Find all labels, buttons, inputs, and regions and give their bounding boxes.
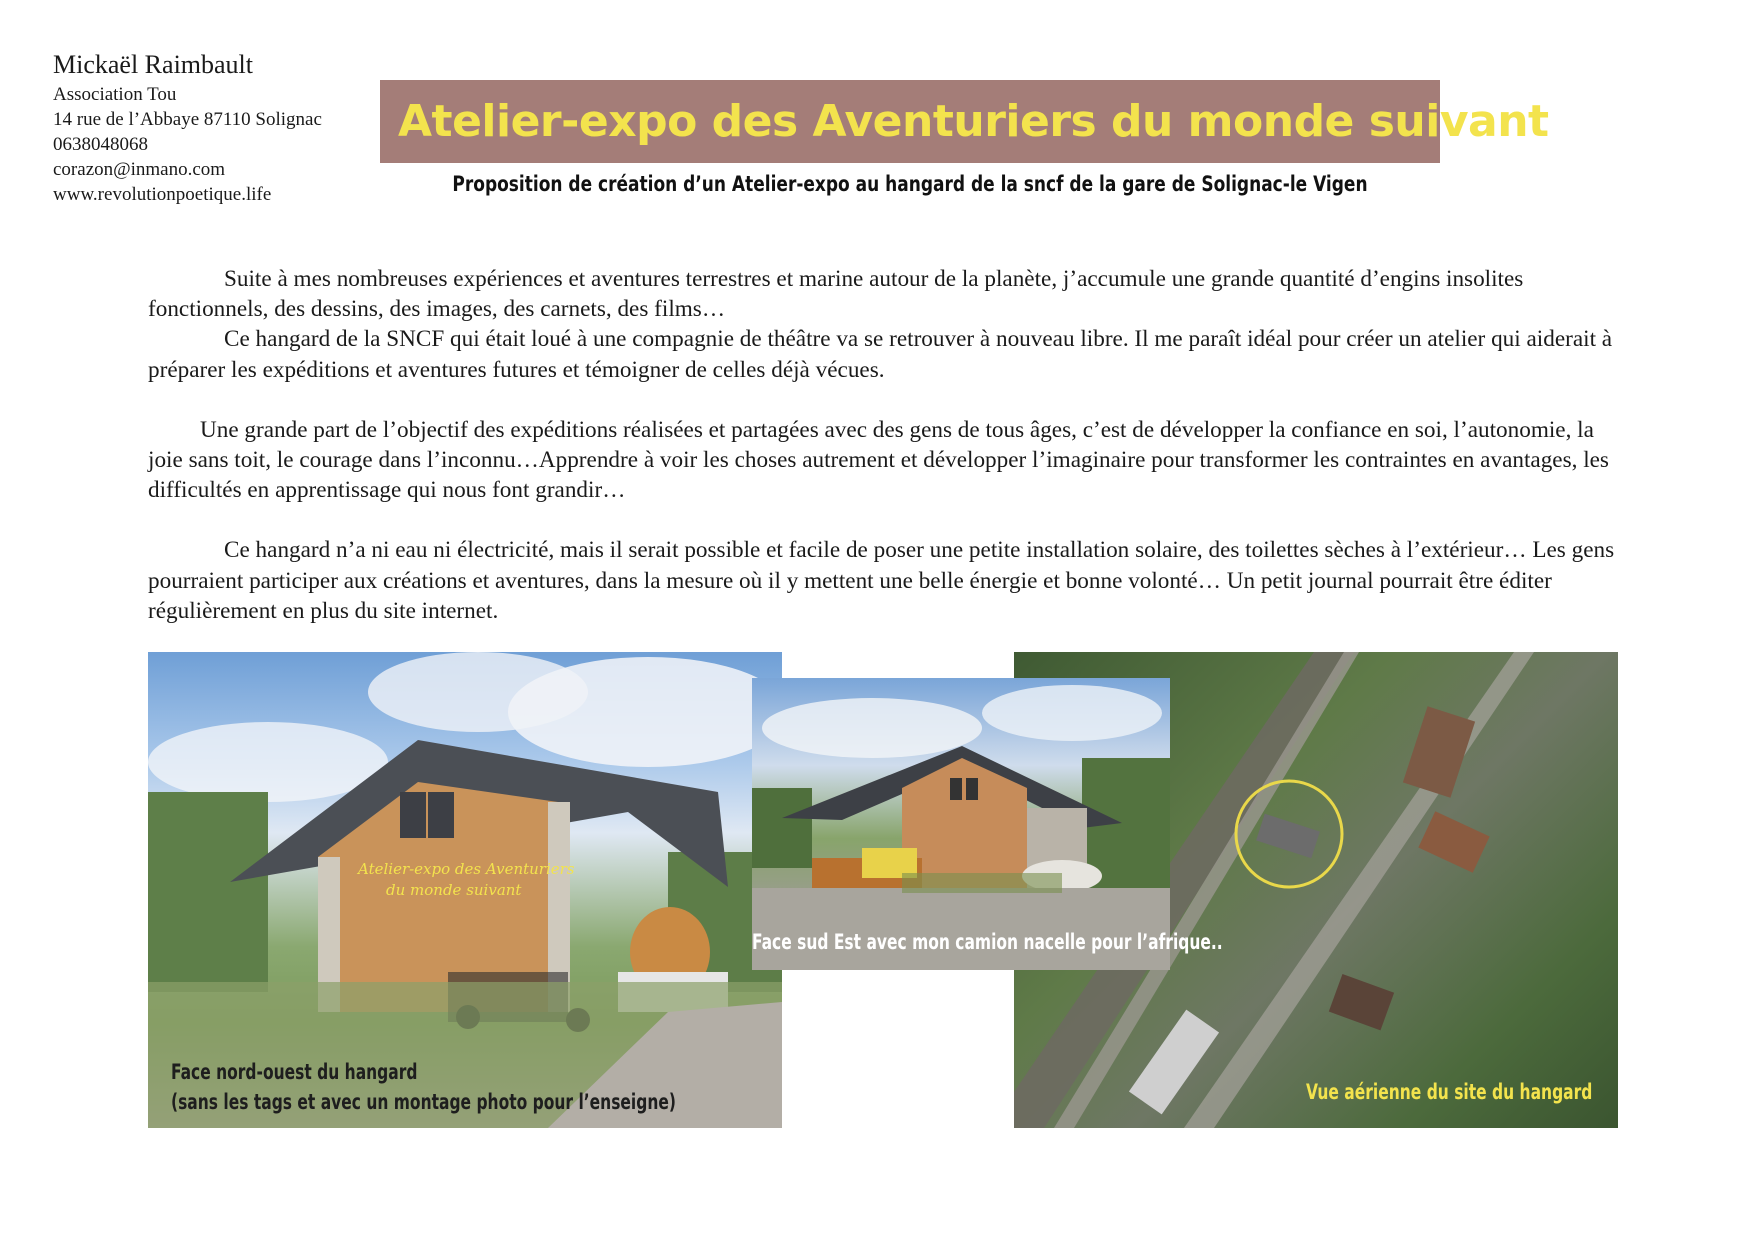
website-address: www.revolutionpoetique.life	[53, 184, 272, 205]
hangar-southeast-photo	[752, 678, 1223, 970]
photo2-caption: Face sud Est avec mon camion nacelle pour l’afrique..	[752, 930, 1223, 954]
paragraph-2: Ce hangard de la SNCF qui était loué à une compagnie de théâtre va se retrouver à nouveau libre. Il me paraît idéal pour créer un atelier qui aiderait à préparer les expéditions et aventures futures et témoigner de celles déjà vécues.	[148, 326, 1613, 383]
contact-block	[53, 50, 322, 207]
photo3-caption: Vue aérienne du site du hangard	[1306, 1080, 1593, 1104]
postal-address: 14 rue de l’Abbaye 87110 Solignac	[53, 109, 322, 130]
phone-number: 0638048068	[53, 134, 148, 155]
photo1-caption-line2: (sans les tags et avec un montage photo pour l’enseigne)	[171, 1090, 676, 1114]
page-subtitle: Proposition de création d’un Atelier-expo au hangard de la sncf de la gare de Solignac-le Vigen	[452, 172, 1368, 196]
paragraph-1: Suite à mes nombreuses expériences et aventures terrestres et marine autour de la planète, j’accumule une grande quantité d’engins insolites fonctionnels, des dessins, des images, des carnets, des films…	[148, 266, 1524, 323]
title-banner	[380, 80, 1549, 163]
photo1-caption	[171, 1057, 676, 1117]
hangar-northwest-photo	[148, 652, 782, 1128]
author-name: Mickaël Raimbault	[53, 50, 254, 79]
paragraph-3: Une grande part de l’objectif des expéditions réalisées et partagées avec des gens de tous âges, c’est de développer la confiance en soi, l’autonomie, la joie sans toit, le courage dans l’inconnu…Apprendre à voir les choses autrement et développer l’imaginaire pour transformer les contraintes en avantages, les difficultés en apprentissage qui nous font grandir…	[148, 416, 1609, 504]
photo1-caption-line1: Face nord-ouest du hangard	[171, 1060, 418, 1084]
hangar-sign-line1: Atelier-expo des Aventuriers	[358, 860, 575, 878]
page-title: Atelier-expo des Aventuriers du monde suivant	[398, 96, 1549, 147]
paragraph-4: Ce hangard n’a ni eau ni électricité, mais il serait possible et facile de poser une petite installation solaire, des toilettes sèches à l’extérieur… Les gens pourraient participer aux créations et aventures, dans la mesure où il y mettent une belle énergie et bonne volonté… Un petit journal pourrait être éditer régulièrement en plus du site internet.	[148, 537, 1615, 624]
body-text	[148, 264, 1618, 626]
hangar-sign-line2: du monde suivant	[386, 881, 522, 899]
email-address: corazon@inmano.com	[53, 159, 226, 180]
association-name: Association Tou	[53, 84, 177, 105]
